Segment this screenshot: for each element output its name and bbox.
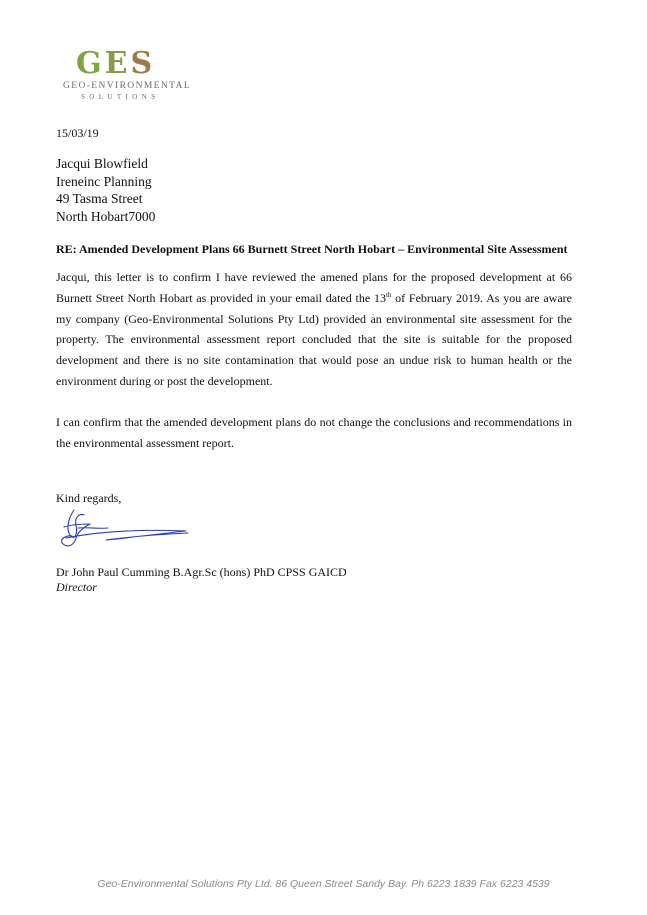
recipient-street: 49 Tasma Street xyxy=(56,191,143,206)
ordinal-suffix: th xyxy=(385,290,392,299)
signatory-name: Dr John Paul Cumming B.Agr.Sc (hons) PhD CPSS GAICD xyxy=(56,565,347,579)
recipient-company: Ireneinc Planning xyxy=(56,173,152,189)
page-footer: Geo-Environmental Solutions Pty Ltd. 86 Queen Street Sandy Bay. Ph 6223 1839 Fax 6223 4539 xyxy=(97,878,550,890)
signature-stroke-4 xyxy=(78,528,108,529)
subject-line: RE: Amended Development Plans 66 Burnett Street North Hobart – Environmental Site Assessment xyxy=(56,242,568,256)
body-paragraph-1 xyxy=(56,267,572,392)
closing-salutation: Kind regards, xyxy=(56,491,122,505)
recipient-name: Jacqui Blowfield xyxy=(56,156,148,171)
body-paragraph-2: I can confirm that the amended development plans do not change the conclusions and recommendations in the environmental assessment report. xyxy=(56,415,572,450)
signature-stroke-3 xyxy=(66,530,188,540)
paragraph-1-text-b: of February 2019. As you are aware my company (Geo-Environmental Solutions Pty Ltd) provided an environmental site assessment for the property. The environmental assessment report concluded that the site is suitable for the proposed development and there is no site contamination that would pose an undue risk to human health or the environment during or post the development. xyxy=(56,290,573,388)
logo-letter-g: G xyxy=(76,46,103,81)
logo-mark xyxy=(76,46,198,81)
signatory-title: Director xyxy=(56,580,97,594)
logo-text-line1: GEO-ENVIRONMENTAL xyxy=(63,81,192,91)
signature xyxy=(56,505,196,555)
logo-text-line2: SOLUTIONS xyxy=(81,93,160,101)
logo-letter-e: E xyxy=(104,46,129,81)
recipient-city: North Hobart7000 xyxy=(56,208,156,224)
logo-letter-s: S xyxy=(130,46,154,81)
letter-date: 15/03/19 xyxy=(56,126,99,140)
paragraph-1-text-a: Jacqui, this letter is to confirm I have reviewed the amened plans for the proposed development at 66 Burnett Street North Hobart as provided in your email dated the 13 xyxy=(56,270,572,305)
recipient-address xyxy=(56,155,155,225)
company-logo xyxy=(58,46,198,106)
